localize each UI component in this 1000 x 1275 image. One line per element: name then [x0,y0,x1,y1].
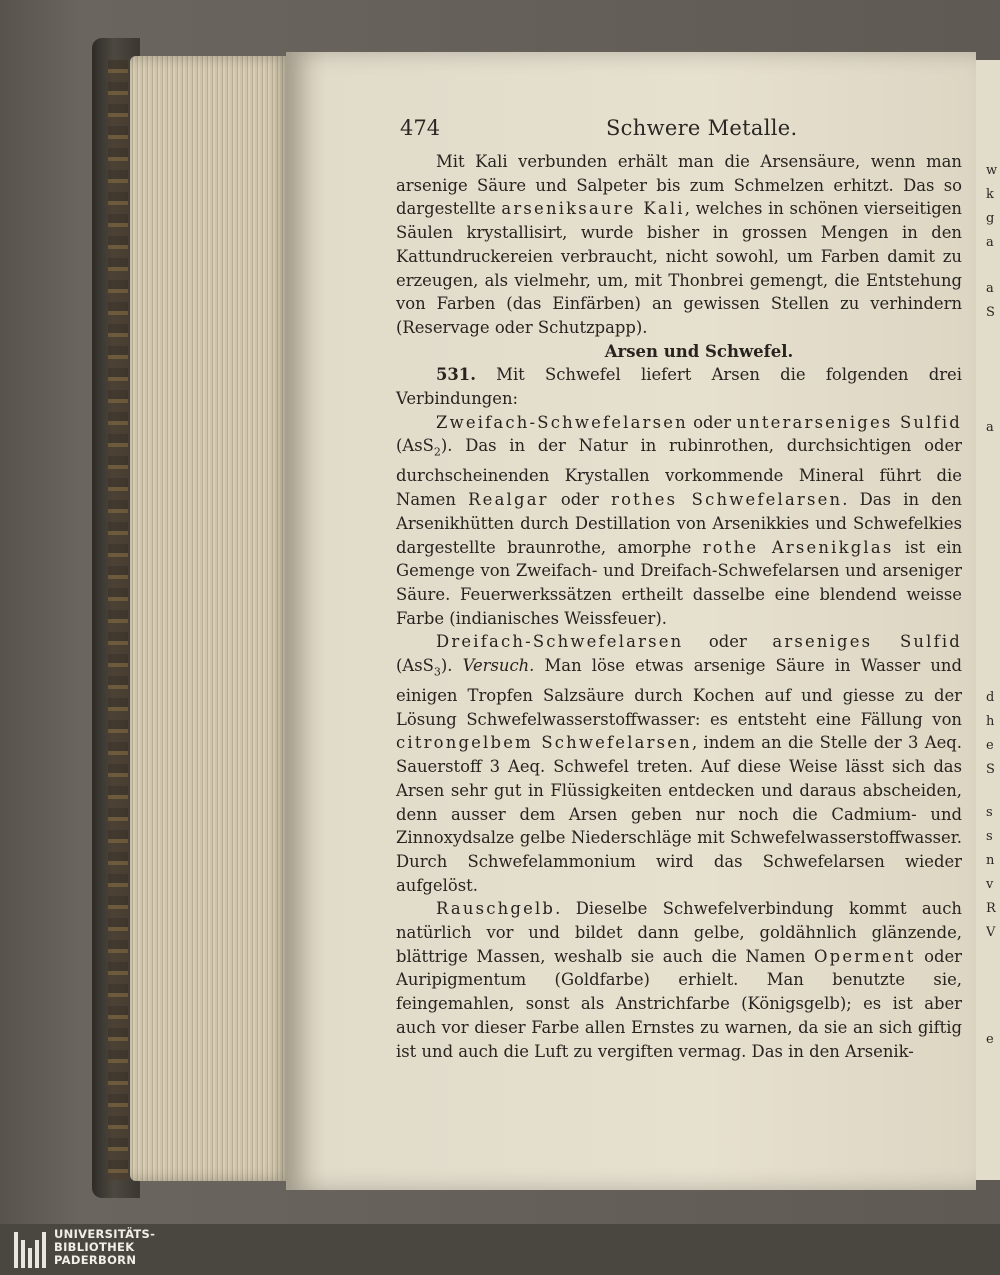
paragraph: Dreifach-Schwefelarsen oder arseniges Sulfid (AsS$_3$). Versuch. Man löse etwas arsenige Säure in Wasser und einigen Tropfen Salzsäure durch Kochen auf und giesse zu der Lösung Schwefelwasserstoffwasser: es entsteht eine Fällung von citrongelbem Schwefelarsen, indem an die Stelle der 3 Aeq. Sauerstoff 3 Aeq. Schwefel treten. Auf diese Weise lässt sich das Arsen sehr gut in Flüssigkeiten entdecken und daraus abscheiden, denn ausser dem Arsen geben nur noch die Cadmium- und Zinnoxydsalze gelbe Niederschläge mit Schwefelwasserstoffwasser. Durch Schwefelammonium wird das Schwefelarsen wieder aufgelöst. [396,632,963,895]
page-number: 474 [400,116,441,140]
spaced-term: Rauschgelb [436,899,556,919]
spaced-term: unterarseniges Sulfid [736,412,962,432]
next-page-fragment: V [986,925,996,940]
next-page-fragment: n [986,853,995,868]
section-number: 531. [436,365,476,385]
next-page-fragment: S [986,305,995,320]
next-page-fragment: k [986,187,994,202]
page-body [396,150,962,1063]
spaced-term: Dreifach-Schwefelarsen [436,632,684,652]
spaced-term: arseniksaure Kali [501,199,685,219]
spaced-term: Zweifach-Schwefelarsen [436,412,688,432]
section-heading: Arsen und Schwefel. [604,341,794,361]
next-page-fragment: e [986,738,994,753]
paragraph: Zweifach-Schwefelarsen oder unterarseniges Sulfid (AsS$_2$). Das in der Natur in rubinrothen, durchsichtigen oder durchscheinenden Krystallen vorkommende Mineral führt die Namen Realgar oder rothes Schwefelarsen. Das in den Arsenikhütten durch Destillation von Arsenikkies und Schwefelkies dargestellte braunrothe, amorphe rothe Arsenikglas ist ein Gemenge von Zweifach- und Dreifach-Schwefelarsen und arseniger Säure. Feuerwerkssätzen ertheilt dasselbe eine blendend weisse Farbe (indianisches Weissfeuer). [396,412,962,628]
spaced-term: Realgar [468,490,549,510]
spaced-term: rothe Arsenikglas [702,537,894,557]
library-logo-icon [14,1232,48,1268]
next-page-fragment: h [986,714,995,729]
spaced-term: arseniges Sulfid [772,632,962,652]
next-page-fragment: a [986,420,994,435]
next-page-fragment: R [986,901,996,916]
paragraph: Mit Kali verbunden erhält man die Arsensäure, wenn man arsenige Säure und Salpeter bis zum Schmelzen erhitzt. Das so dargestellte arseniksaure Kali, welches in schönen vierseitigen Säulen krystallisirt, wurde bisher in grossen Mengen in den Kattundruckereien verbraucht, nicht sowohl, um Farben damit zu erzeugen, als vielmehr, um, mit Thonbrei gemengt, die Entstehung von Farben (das Einfärben) an gewissen Stellen zu verhindern (Reservage oder Schutzpapp). [396,152,962,337]
spine-decoration [108,60,128,1180]
spaced-term: Operment [814,946,916,966]
spaced-term: rothes Schwefelarsen [611,490,843,510]
page-stack-edge [130,56,290,1181]
footer-bar [0,1224,1000,1275]
paragraph: 531. Mit Schwefel liefert Arsen die folgenden drei Verbindungen: [396,365,962,409]
next-page-fragment: e [986,1032,994,1047]
next-page-fragment: s [986,805,993,820]
next-page-fragment: v [986,877,994,892]
next-page-fragment: d [986,690,995,705]
next-page-fragment: S [986,762,995,777]
next-page-fragment: s [986,829,993,844]
paragraph: Rauschgelb. Dieselbe Schwefelverbindung kommt auch natürlich vor und bildet dann gelbe, goldähnlich glänzende, blättrige Massen, weshalb sie auch die Namen Operment oder Auripigmentum (Goldfarbe) erhielt. Man benutzte sie, feingemahlen, sonst als Anstrichfarbe (Königsgelb); es ist aber auch vor dieser Farbe allen Ernstes zu warnen, da sie an sich giftig ist und auch die Luft zu vergiften vermag. Das in den Arsenik- [396,899,963,1061]
library-name: UNIVERSITÄTS- BIBLIOTHEK PADERBORN [54,1227,156,1267]
subscript: 2 [433,445,441,459]
subscript: 3 [433,665,441,679]
spaced-term: citrongelbem Schwefelarsen [396,733,692,753]
next-page-fragment: a [986,235,994,250]
next-page-edge [976,60,1000,1180]
next-page-fragment: g [986,211,995,226]
next-page-fragment: w [986,163,998,178]
page-header [400,116,960,146]
running-title: Schwere Metalle. [606,116,798,140]
next-page-fragment: a [986,281,994,296]
experiment-label: Versuch. [462,656,535,676]
